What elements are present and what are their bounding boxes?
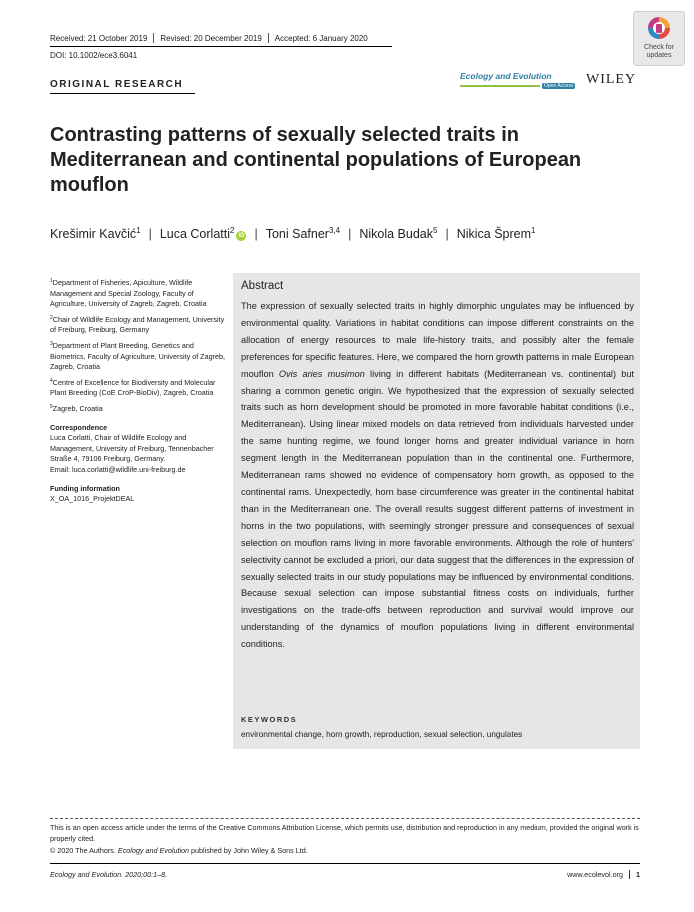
- footer-rule: [50, 863, 640, 864]
- check-for-updates-icon: [646, 15, 672, 43]
- received-date: Received: 21 October 2019: [50, 34, 148, 43]
- check-for-updates-button[interactable]: [633, 11, 685, 66]
- author[interactable]: Krešimir Kavčić$^1$: [50, 226, 141, 241]
- open-access-badge: Open Access: [544, 83, 574, 89]
- page-number: 1: [629, 870, 640, 879]
- article-sidebar: [50, 276, 230, 505]
- revised-date: Revised: 20 December 2019: [160, 34, 262, 43]
- keywords-heading: KEYWORDS: [241, 715, 298, 724]
- author[interactable]: Luca Corlatti$^2$: [159, 226, 235, 241]
- affiliation: $^4$Centre of Excellence for Biodiversity and Molecular Plant Breeding (CoE CroP-BioDiv), Zagreb, Croatia: [50, 377, 216, 398]
- keywords-list: environmental change, horn growth, reproduction, sexual selection, ungulates: [241, 730, 523, 739]
- funding-heading: Funding information: [50, 483, 120, 493]
- section-divider: [50, 93, 195, 94]
- check-for-updates-label: Check for updates: [644, 44, 674, 59]
- abstract-box: [233, 273, 640, 749]
- correspondence-heading: Correspondence: [50, 422, 108, 432]
- date-separator: [153, 33, 154, 43]
- dates-divider: [50, 46, 392, 47]
- accepted-date: Accepted: 6 January 2020: [274, 34, 368, 43]
- article-dates: [50, 33, 368, 44]
- orcid-icon[interactable]: iD: [238, 233, 245, 239]
- author[interactable]: Toni Safner$^{3,4}$: [265, 226, 341, 241]
- correspondence-email[interactable]: Email: luca.corlatti@wildlife.uni-freiburg.de: [50, 464, 186, 474]
- date-separator: [268, 33, 269, 43]
- citation-line: Ecology and Evolution. 2020;00:1–8.: [50, 870, 168, 879]
- author[interactable]: Nikola Budak$^5$: [359, 226, 438, 241]
- section-label: ORIGINAL RESEARCH: [50, 79, 184, 90]
- author[interactable]: Nikica Šprem$^1$: [456, 226, 536, 241]
- abstract-heading: Abstract: [241, 280, 284, 292]
- author-list: Krešimir Kavčić$^1$ | Luca Corlatti$^2$iD | Toni Safner$^{3,4}$ | Nikola Budak$^5$ | Nikica Šprem$^1$: [50, 226, 536, 241]
- affiliation: $^5$Zagreb, Croatia: [50, 403, 103, 413]
- article-title: Contrasting patterns of sexually selected traits in Mediterranean and continental populations of European mouflon: [50, 124, 582, 196]
- journal-website-link[interactable]: www.ecolevol.org: [567, 870, 623, 879]
- affiliation: $^3$Department of Plant Breeding, Genetics and Biometrics, Faculty of Agriculture, University of Zagreb, Zagreb, Croatia: [50, 340, 225, 372]
- affiliation: $^2$Chair of Wildlife Ecology and Management, University of Freiburg, Freiburg, Germany: [50, 314, 225, 335]
- correspondence-address: Luca Corlatti, Chair of Wildlife Ecology and Management, University of Freiburg, Tennenbacher Straße 4, 79106 Freiburg, Germany.: [50, 433, 214, 464]
- copyright-notice: © 2020 The Authors. Ecology and Evolution published by John Wiley & Sons Ltd.: [50, 846, 308, 855]
- license-notice: This is an open access article under the terms of the Creative Commons Attribution License, which permits use, distribution and reproduction in any medium, provided the original work is properly cited.: [50, 823, 639, 843]
- species-name: Ovis aries musimon: [278, 368, 365, 379]
- affiliation: $^1$Department of Fisheries, Apiculture, Wildlife Management and Special Zoology, Faculty of Agriculture, University of Zagreb, Zagreb, Croatia: [50, 278, 207, 309]
- abstract-text: The expression of sexually selected traits in highly dimorphic ungulates may be influenced by environmental quality. Variations in habitat conditions can impose different constraints on the allocation of energy resources to male life-history traits, and possibly alter the female preferences for specific features. Here, we compared the horn growth patterns in male European mouflon Ovis aries musimon living in different habitats (Mediterranean vs. continental) but sharing a common genetic origin. We hypothesized that the expression of sexually selected traits such as horn development should be promoted in more favorable habitat conditions (i.e., Mediterranean). Using linear mixed models on data retrieved from individuals harvested under the same hunting regime, we found longer horns and greater individual variance in horn segment length in the Mediterranean population than in the continental one. Furthermore, Mediterranean rams showed no evidence of compensatory horn growth, as opposed to the continental rams. Unexpectedly, horn base circumference was greater in the continental habitat than in the Mediterranean one. The overall results suggest different patterns of investment in horns in the two populations, with seemingly stronger pressure and consequences of sexual selection on mouflon rams living in more favorable environments. Although the role of hunters' selectivity cannot be excluded a priori, our data suggest that the differences in the expression of sexually selected traits in our study populations may be influenced by environmental conditions. Because sexual selection can impose substantial fitness costs on individuals, further investigations on the trade-offs between reproduction and survival would improve our understanding of the dynamics of mouflon populations living in different environmental conditions.: [241, 301, 634, 650]
- footer-right: [567, 870, 640, 879]
- doi[interactable]: DOI: 10.1002/ece3.6041: [50, 51, 138, 60]
- journal-name: Ecology and Evolution: [460, 71, 552, 81]
- journal-logo[interactable]: [460, 71, 576, 91]
- footer-divider: [50, 818, 640, 819]
- funding-text: X_OA_1016_ProjektDEAL: [50, 494, 135, 504]
- logo-stripe: [460, 85, 540, 87]
- publisher-logo[interactable]: WILEY: [586, 72, 637, 87]
